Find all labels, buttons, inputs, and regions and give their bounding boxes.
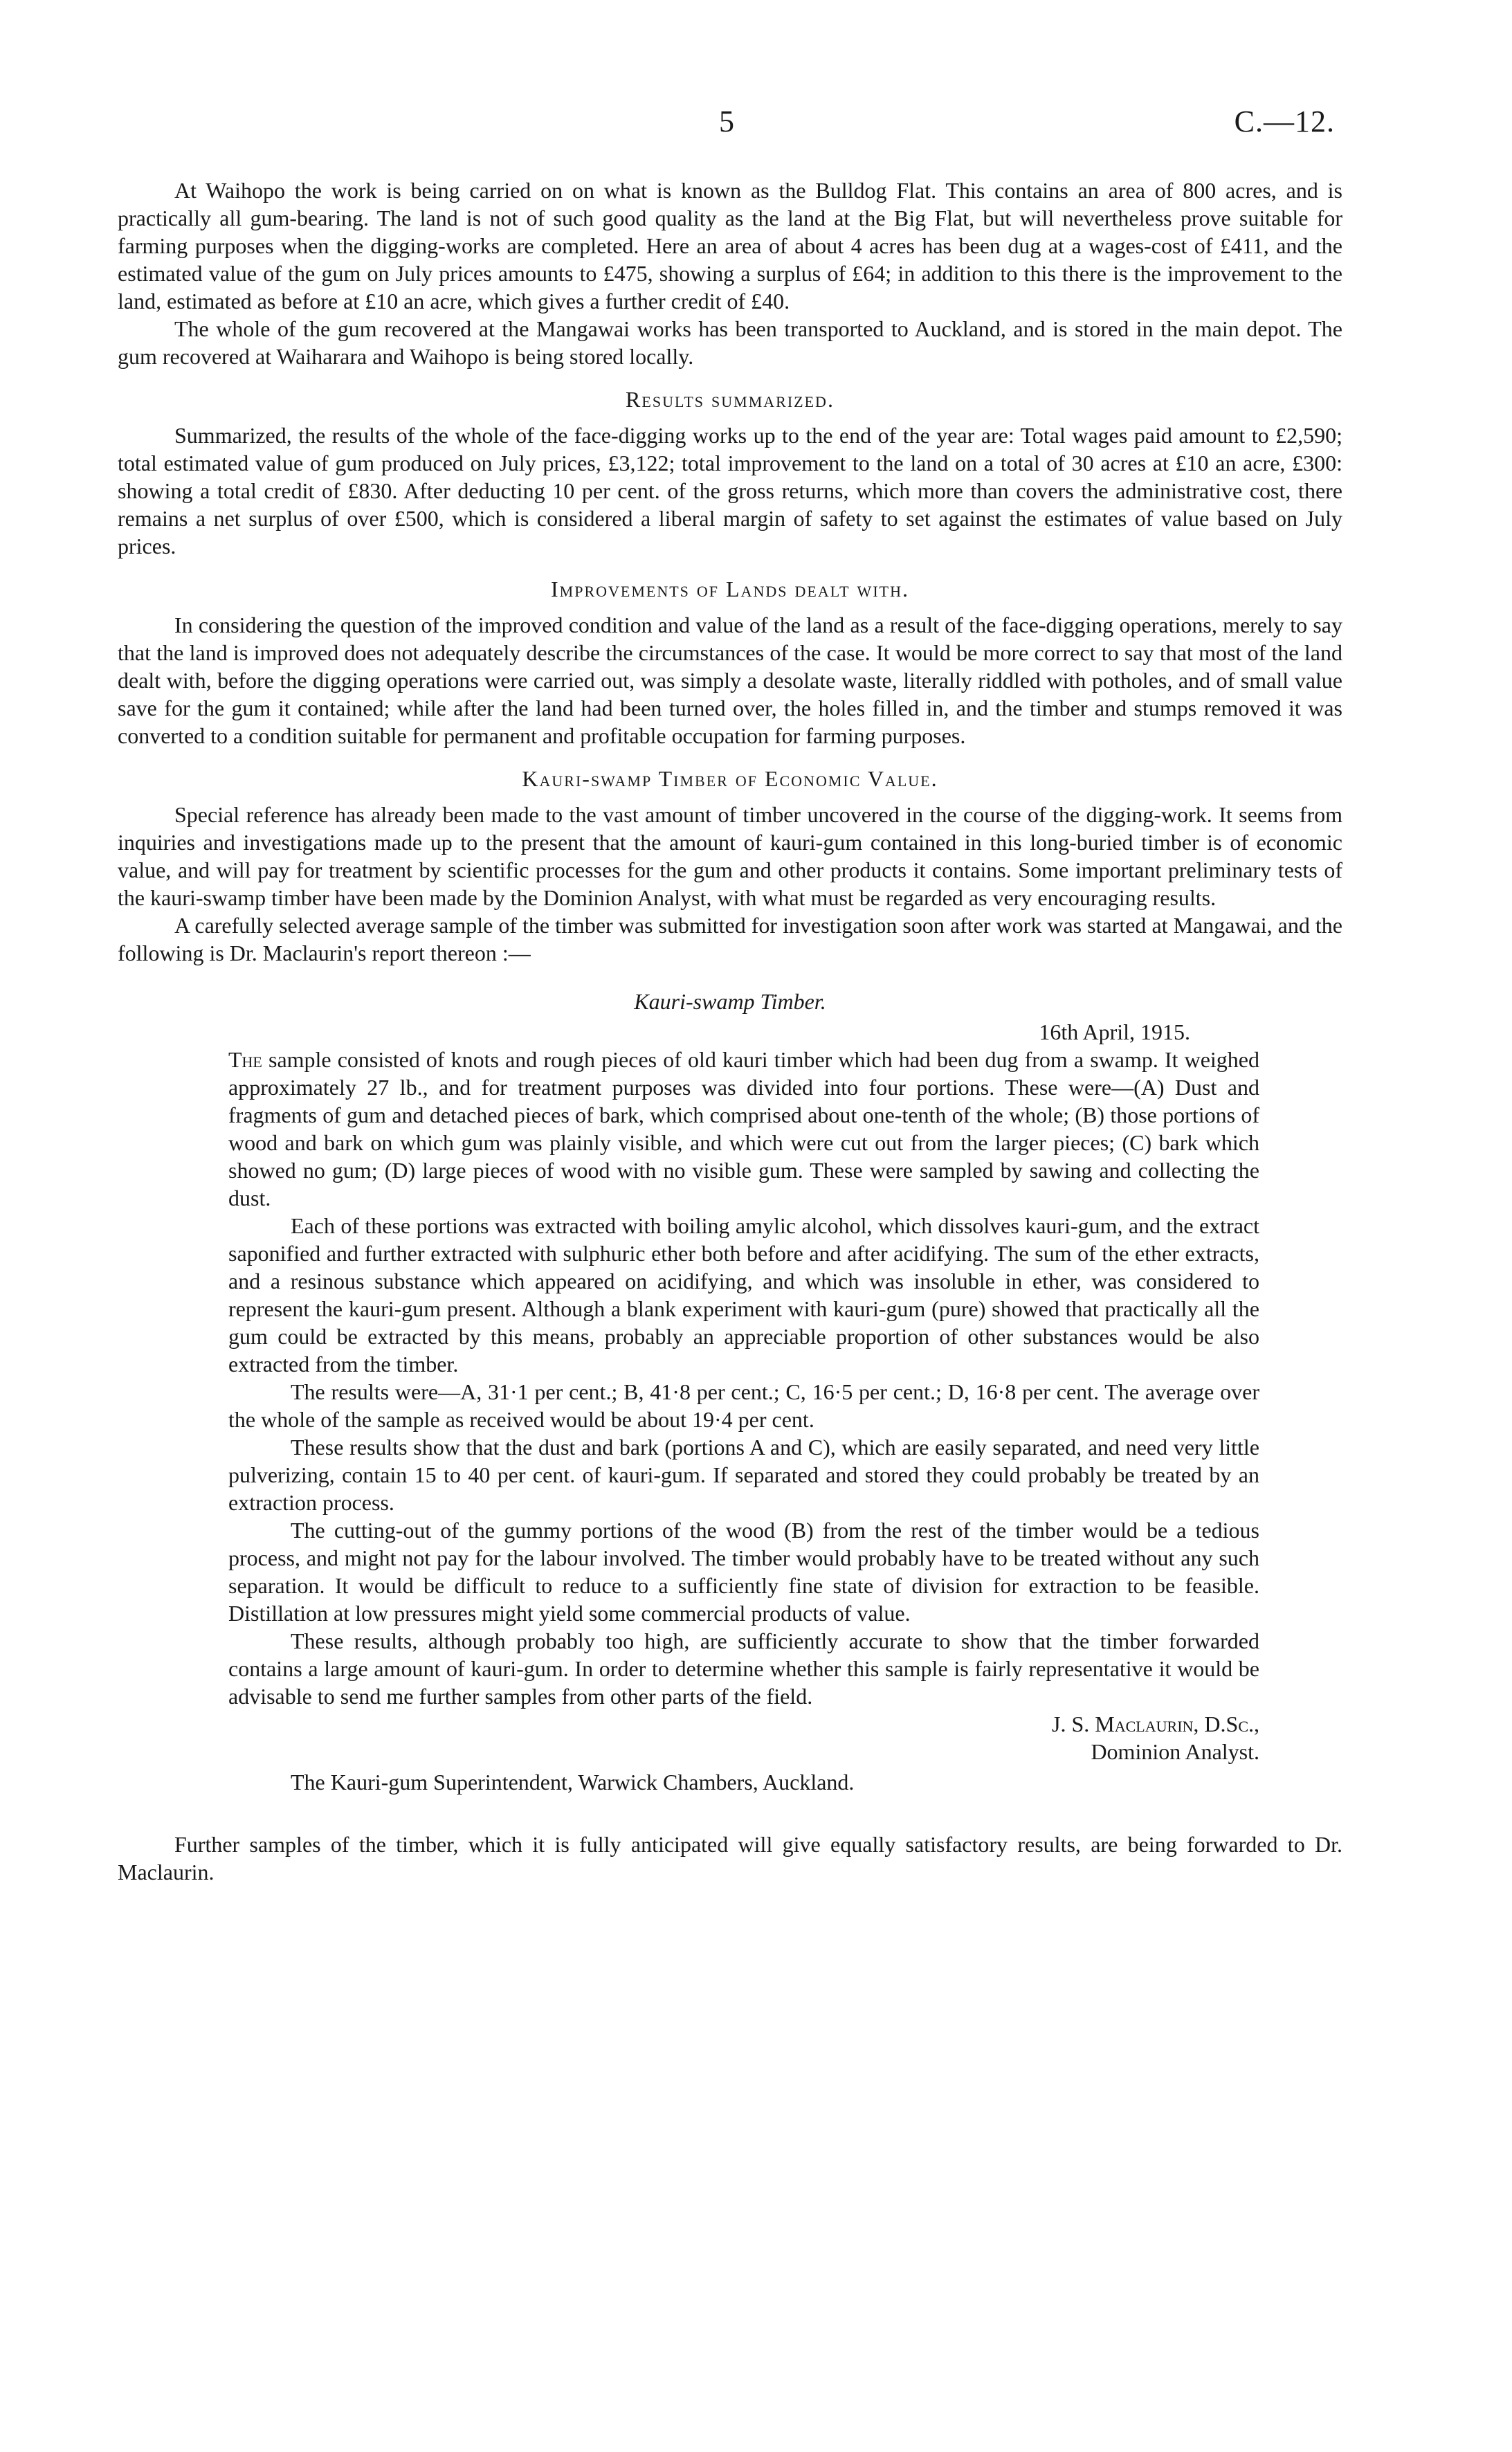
paragraph-gum-storage: The whole of the gum recovered at the Mangawai works has been transported to Auckland, and is stored in the main depot. The gum recovered at Waiharara and Waihopo is being stored locally. <box>118 316 1342 369</box>
document-code: C.—12. <box>1234 105 1335 138</box>
report-lead-word: The <box>228 1047 262 1072</box>
report-paragraph-conclusion: These results, although probably too high, are sufficiently accurate to show that the timber forwarded contains a large amount of kauri-gum. In order to determine whether this sample is fairly representative it would be advisable to send me further samples from other parts of the field. <box>228 1628 1259 1709</box>
paragraph-timber-reference: Special reference has already been made to the vast amount of timber uncovered in the course of the digging-work. It seems from inquiries and investigations made up to the present that the amount of kauri-gum contained in this long-buried timber is of economic value, and will pay for treatment by scientific processes for the gum and other products it contains. Some important preliminary tests of the kauri-swamp timber have been made by the Dominion Analyst, with what must be regarded as very encouraging results. <box>118 802 1342 910</box>
paragraph-results: Summarized, the results of the whole of the face-digging works up to the end of the year are: Total wages paid amount to £2,590; total estimated value of gum produced on July prices, £3,122; total improvement to the land on a total of 30 acres at £10 an acre, £300: showing a total credit of £830. After deducting 10 per cent. of the gross returns, which more than covers the administrative cost, there remains a net surplus of over £500, which is considered a liberal margin of safety to set against the estimates of value based on July prices. <box>118 423 1342 558</box>
paragraph-sample-submitted: A carefully selected average sample of the timber was submitted for investigation soon after work was started at Mangawai, and the following is Dr. Maclaurin's report thereon :— <box>118 913 1342 965</box>
report-title: Kauri-swamp Timber. <box>634 989 826 1014</box>
report-paragraph-sample <box>228 1046 1259 1212</box>
heading-improvements: Improvements of Lands dealt with. <box>551 576 909 601</box>
report-paragraph-dust-bark: These results show that the dust and bark (portions A and C), which are easily separated, and need very little pulverizing, contain 15 to 40 per cent. of kauri-gum. If separated and stored they could probably be treated by an extraction process. <box>228 1435 1259 1515</box>
heading-kauri-timber: Kauri-swamp Timber of Economic Value. <box>522 766 938 791</box>
paragraph-improvements: In considering the question of the improved condition and value of the land as a result of the face-digging operations, merely to say that the land is improved does not adequately describe the circumstances of the case. It would be more correct to say that most of the land dealt with, before the digging operations were carried out, was simply a desolate waste, literally riddled with potholes, and of small value save for the gum it contained; while after the land had been turned over, the holes filled in, and the timber and stumps removed it was converted to a condition suitable for permanent and profitable occupation for farming purposes. <box>118 612 1342 748</box>
report-paragraph-results: The results were—A, 31·1 per cent.; B, 41·8 per cent.; C, 16·5 per cent.; D, 16·8 per cent. The average over the whole of the sample as received would be about 19·4 per cent. <box>228 1379 1259 1432</box>
report-paragraph-cutting-out: The cutting-out of the gummy portions of the wood (B) from the rest of the timber would be a tedious process, and might not pay for the labour involved. The timber would probably have to be treated without any such separation. It would be difficult to reduce to a sufficiently fine state of division for extraction to be feasible. Distillation at low pressures might yield some commercial products of value. <box>228 1518 1259 1626</box>
heading-results-summarized: Results summarized. <box>626 387 835 412</box>
signature-title: Dominion Analyst. <box>1091 1739 1259 1764</box>
paragraph-waihopo: At Waihopo the work is being carried on on what is known as the Bulldog Flat. This contains an area of 800 acres, and is practically all gum-bearing. The land is not of such good quality as the land at the Big Flat, but will nevertheless prove suitable for farming purposes when the digging-works are completed. Here an area of about 4 acres has been dug at a wages-cost of £411, and the estimated value of the gum on July prices amounts to £475, showing a surplus of £64; in addition to this there is the improvement to the land, estimated as before at £10 an acre, which gives a further credit of £40. <box>118 178 1342 314</box>
page-header <box>0 104 1512 145</box>
report-addressee: The Kauri-gum Superintendent, Warwick Chambers, Auckland. <box>291 1770 855 1795</box>
document-body <box>118 176 1342 1886</box>
signature-name: J. S. Maclaurin, D.Sc., <box>1052 1711 1259 1736</box>
report-paragraph-sample-text: sample consisted of knots and rough pieces of old kauri timber which had been dug from a swamp. It weighed approximately 27 lb., and for treatment purposes was divided into four portions. These were—(A) Dust and fragments of gum and detached pieces of bark, which comprised about one-tenth of the whole; (B) those portions of wood and bark on which gum was plainly visible, and which were cut out from the larger pieces; (C) bark which showed no gum; (D) large pieces of wood with no visible gum. These were sampled by sawing and collecting the dust. <box>228 1047 1260 1210</box>
paragraph-closing: Further samples of the timber, which it is fully anticipated will give equally satisfactory results, are being forwarded to Dr. Maclaurin. <box>118 1832 1342 1885</box>
report-paragraph-extraction: Each of these portions was extracted with boiling amylic alcohol, which dissolves kauri-gum, and the extract saponified and further extracted with sulphuric ether both before and after acidifying. The sum of the ether extracts, and a resinous substance which appeared on acidifying, and which was insoluble in ether, was considered to represent the kauri-gum present. Although a blank experiment with kauri-gum (pure) showed that practically all the gum could be extracted by this means, probably an appreciable proportion of other substances would be also extracted from the timber. <box>228 1213 1259 1377</box>
report-date: 16th April, 1915. <box>1039 1019 1190 1044</box>
analyst-report <box>228 1018 1259 1796</box>
page-number: 5 <box>719 105 734 138</box>
